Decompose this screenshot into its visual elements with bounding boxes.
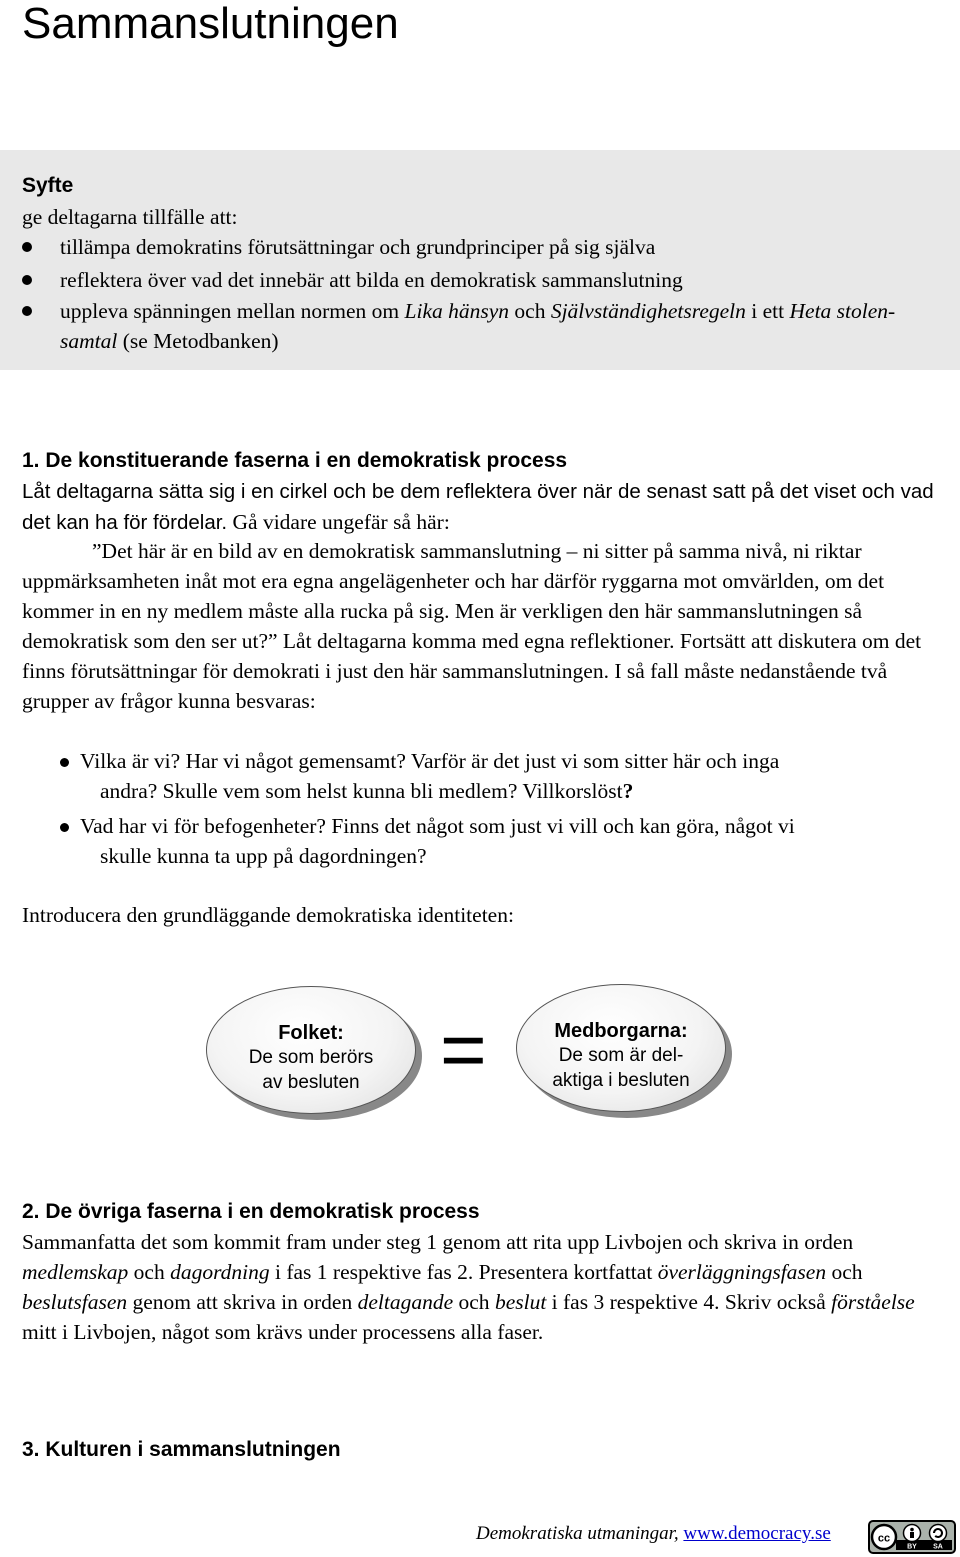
purpose-bullet-text: uppleva spänningen mellan normen om Lika hänsyn och Självständighetsregeln i ett Heta stolen-samtal (se Metodbanken) [60, 299, 896, 353]
page-title: Sammanslutningen [22, 0, 399, 48]
cc-license-icon [870, 1522, 954, 1552]
identity-intro: Introducera den grundläggande demokratiska identiteten: [22, 903, 514, 927]
cc-by-sa-icon [868, 1520, 956, 1554]
question-list [60, 746, 950, 871]
bullet-icon [22, 306, 32, 316]
footer-link[interactable]: www.democracy.se [683, 1523, 831, 1544]
section1-heading: 1. De konstituerande faserna i en demokratisk process [22, 449, 568, 472]
svg-text:SA: SA [933, 1543, 943, 1551]
bullet-icon [22, 275, 32, 285]
section1-sans-text: Låt deltagarna sätta sig i en cirkel och be dem reflektera över när de senast satt på det viset och vad det kan ha för fördelar. [22, 480, 934, 534]
question-item: Vad har vi för befogenheter? Finns det något som just vi vill och kan göra, något vi skulle kunna ta upp på dagordningen? [60, 811, 950, 871]
folket-line2: av besluten [262, 1072, 360, 1093]
section2-paragraph: Sammanfatta det som kommit fram under steg 1 genom att rita upp Livbojen och skriva in orden medlemskap och dagordning i fas 1 respektive fas 2. Presentera kortfattat överläggningsfasen och beslutsfasen genom att skriva in orden deltagande och beslut i fas 3 respektive 4. Skriv också förståelse mitt i Livbojen, något som krävs under processens alla faser. [22, 1230, 915, 1344]
equals-sign: = [440, 1005, 487, 1094]
purpose-intro: ge deltagarna tillfälle att: [22, 205, 238, 229]
footer [476, 1522, 831, 1546]
medborgarna-line1: De som är del- [558, 1045, 684, 1066]
svg-text:cc: cc [877, 1532, 891, 1545]
purpose-bullet-text: tillämpa demokratins förutsättningar och grundprinciper på sig själva [60, 235, 656, 259]
section1-quote-text: ”Det här är en bild av en demokratisk sammanslutning – ni sitter på samma nivå, ni riktar uppmärksamheten inåt mot era egna angelägenheter och har därför ryggarna mot omvärlden, om det kommer in en ny medlem måste alla rucka på sig. Men är verkligen den här sammanslutningen så demokratisk som den ser ut?” Låt deltagarna komma med egna reflektioner. Fortsätt att diskutera om det finns förutsättningar för demokrati i just den här sammanslutningen. I så fall måste nedanstående två grupper av frågor kunna besvaras: [22, 539, 922, 713]
folket-line1: De som berörs [248, 1047, 374, 1068]
bullet-icon [22, 242, 32, 252]
medborgarna-ellipse [516, 984, 726, 1112]
section3-heading: 3. Kulturen i sammanslutningen [22, 1438, 341, 1461]
section1-serif-text: Gå vidare ungefär så här: [227, 510, 450, 534]
question-item: Vilka är vi? Har vi något gemensamt? Varför är det just vi som sitter här och inga andra? Skulle vem som helst kunna bli medlem? Villkorslöst? [60, 746, 950, 806]
purpose-bullet-text: reflektera över vad det innebär att bilda en demokratisk sammanslutning [60, 268, 683, 292]
folket-ellipse [206, 986, 416, 1114]
svg-text:BY: BY [907, 1543, 917, 1551]
medborgarna-line2: aktiga i besluten [552, 1070, 690, 1091]
purpose-heading: Syfte [22, 174, 74, 197]
section1-paragraph [22, 476, 942, 538]
section2-heading: 2. De övriga faserna i en demokratisk process [22, 1200, 480, 1223]
footer-text: Demokratiska utmaningar, [476, 1523, 684, 1544]
medborgarna-title: Medborgarna: [554, 1020, 688, 1042]
folket-title: Folket: [278, 1022, 344, 1044]
